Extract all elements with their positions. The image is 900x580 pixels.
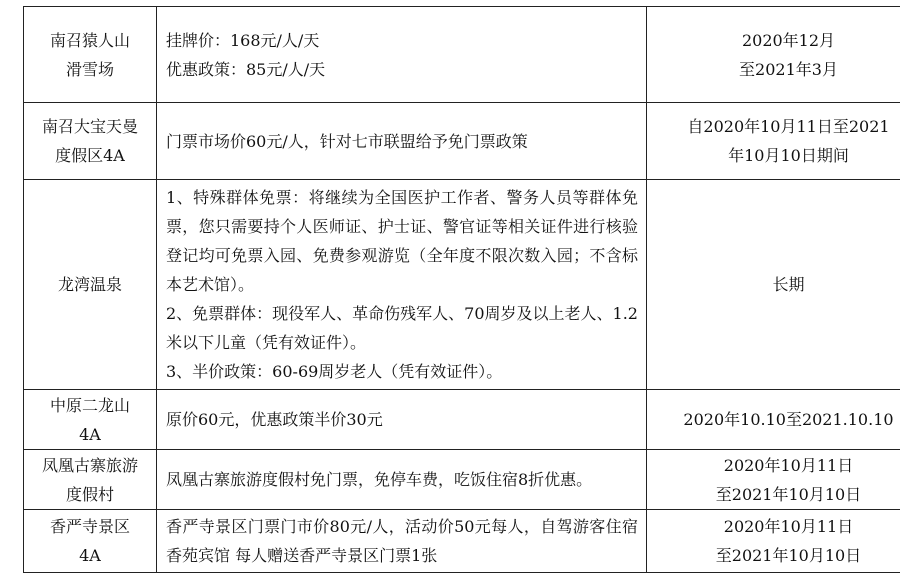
scenic-name-cell [24, 7, 157, 103]
policy-text: 香严寺景区门票门市价80元/人，活动价50元每人，自驾游客住宿 香苑宾馆 每人赠送香严寺景区门票1张 [166, 517, 638, 565]
scenic-name-line: 滑雪场 [65, 59, 114, 79]
period-text: 年10月10日期间 [728, 146, 849, 165]
period-text: 2020年10月11日 [723, 455, 854, 475]
table-row-zhongyuan-erlongshan [24, 390, 900, 450]
period-cell [647, 390, 900, 450]
policy-text: 优惠政策：85元/人/天 [166, 59, 326, 79]
policy-cell [157, 390, 647, 450]
policy-cell [157, 450, 647, 510]
scenic-name-line: 龙湾温泉 [57, 275, 122, 294]
period-cell [647, 180, 900, 390]
scenic-name-cell [24, 390, 157, 450]
period-text: 2020年12月 [741, 30, 836, 50]
table-row-nanzhao-yuanrenshan [24, 7, 900, 103]
period-cell [647, 7, 900, 103]
policy-cell [157, 7, 647, 103]
period-text: 至2021年3月 [739, 59, 838, 79]
scenic-name-line: 香严寺景区 [49, 517, 130, 536]
scenic-name-line: 度假村 [65, 484, 114, 504]
period-text: 2020年10月11日 [723, 517, 854, 536]
scenic-discount-table [23, 6, 900, 573]
scenic-name-line: 南召大宝天曼 [41, 117, 138, 136]
scenic-name-line: 度假区4A [55, 146, 125, 165]
scenic-name-cell [24, 510, 157, 573]
policy-text: 门票市场价60元/人，针对七市联盟给予免门票政策 [166, 131, 528, 151]
period-text: 至2021年10月10日 [715, 546, 862, 565]
scenic-name-line: 南召猿人山 [49, 30, 130, 50]
table-row-longwan-hotspring [24, 180, 900, 390]
period-cell [647, 103, 900, 180]
policy-cell [157, 510, 647, 573]
policy-text: 3、半价政策：60-69周岁老人（凭有效证件）。 [166, 362, 503, 381]
table-row-xiangyansi [24, 510, 900, 573]
scenic-name-line: 中原二龙山 [49, 395, 130, 415]
scenic-name-cell [24, 450, 157, 510]
policy-text: 2、免票群体：现役军人、革命伤残军人、70周岁及以上老人、1.2米以下儿童（凭有效证件）。 [166, 304, 638, 352]
period-text: 自2020年10月11日至2021 [687, 117, 890, 136]
period-text: 2020年10.10至2021.10.10 [683, 410, 894, 429]
scenic-name-cell [24, 103, 157, 180]
period-text: 长期 [772, 275, 805, 294]
policy-text: 挂牌价：168元/人/天 [166, 30, 320, 50]
table-row-nanzhao-dabaotianman [24, 103, 900, 180]
scenic-name-line: 4A [79, 424, 101, 444]
policy-text: 1、特殊群体免票：将继续为全国医护工作者、警务人员等群体免票，您只需要持个人医师证、护士证、警官证等相关证件进行核验登记均可免票入园、免费参观游览（全年度不限次数入园；不含标本艺术馆）。 [166, 188, 638, 294]
scenic-name-cell [24, 180, 157, 390]
scenic-name-line: 凤凰古寨旅游 [41, 455, 138, 475]
policy-cell [157, 180, 647, 390]
policy-text: 凤凰古寨旅游度假村免门票，免停车费，吃饭住宿8折优惠。 [166, 470, 593, 489]
policy-text: 原价60元，优惠政策半价30元 [166, 410, 383, 429]
period-text: 至2021年10月10日 [715, 484, 862, 504]
table-row-fenghuang-guzhai [24, 450, 900, 510]
period-cell [647, 450, 900, 510]
policy-cell [157, 103, 647, 180]
period-cell [647, 510, 900, 573]
scenic-name-line: 4A [79, 546, 101, 565]
